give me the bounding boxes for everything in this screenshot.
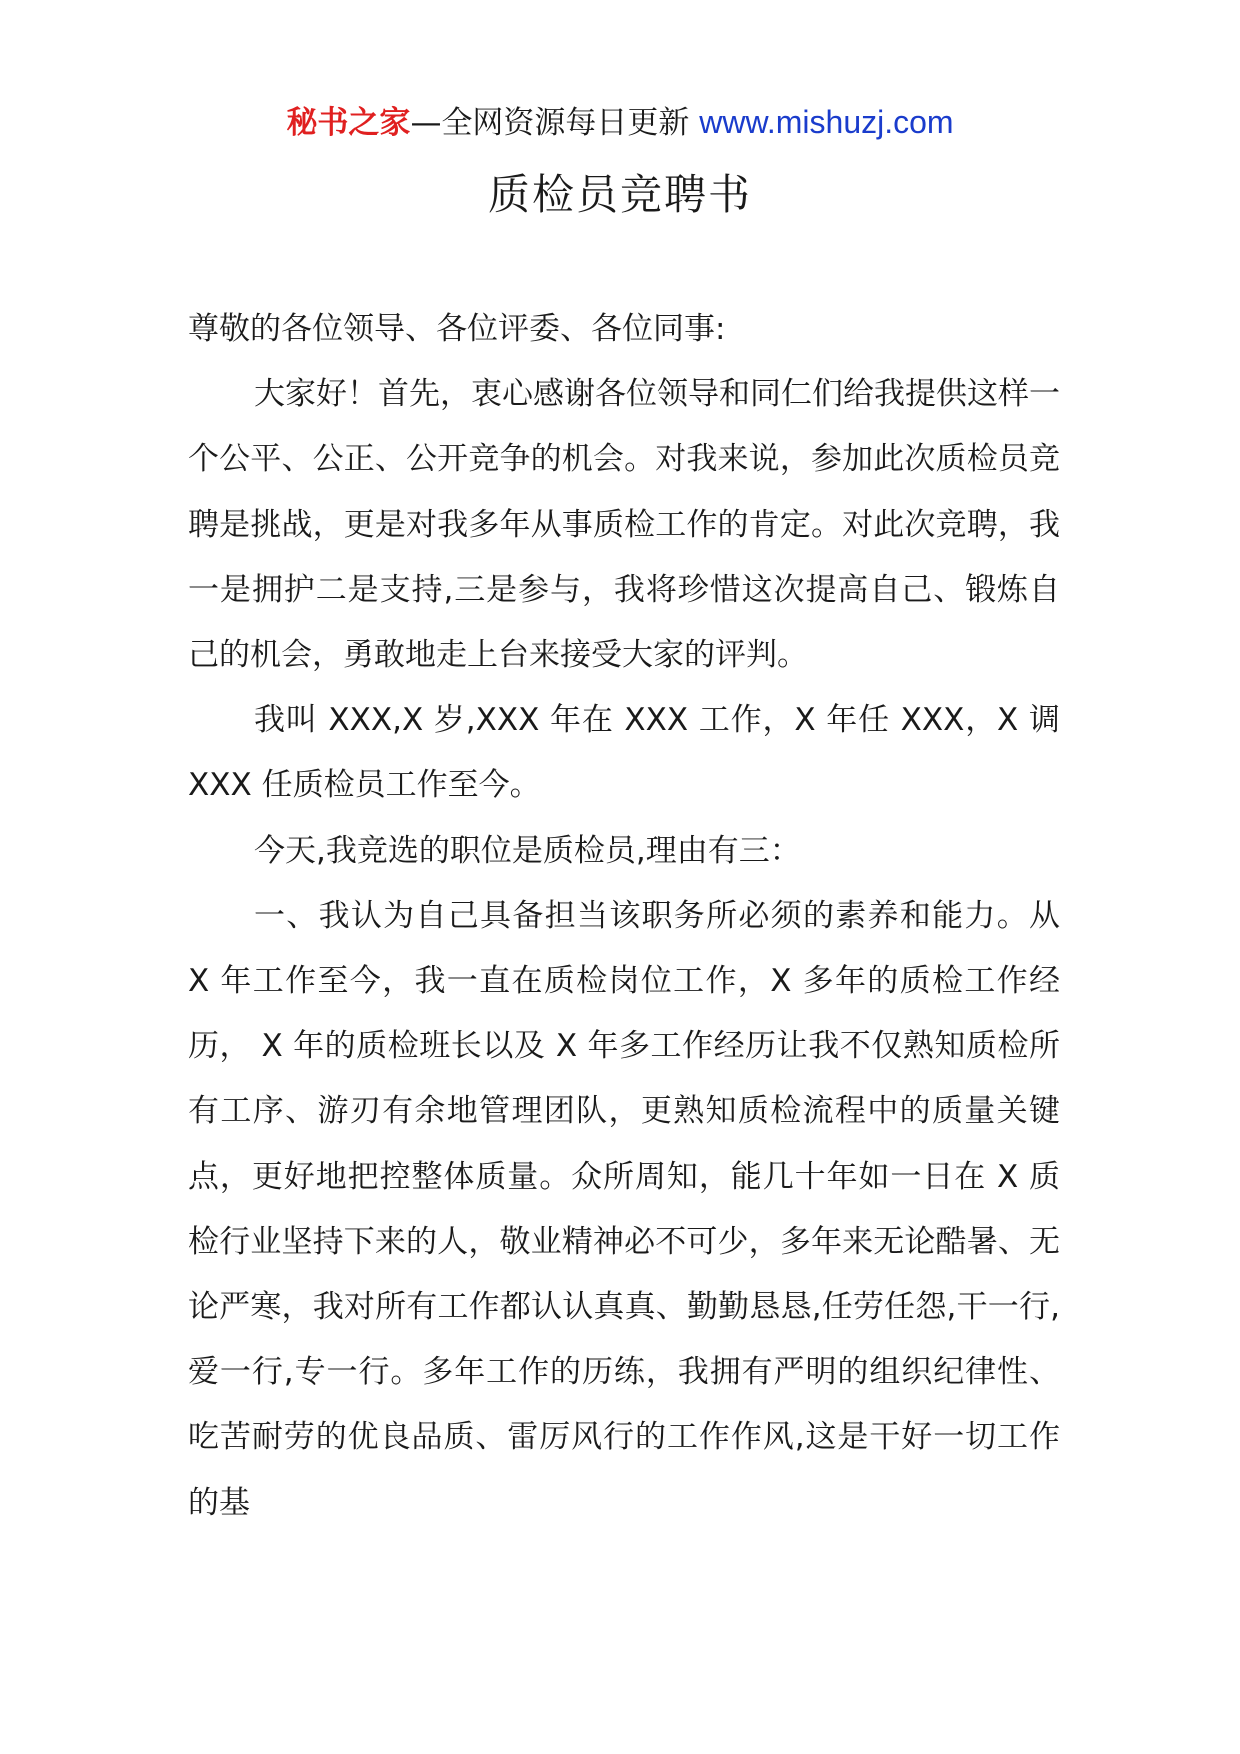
paragraph-reasons-intro: 今天,我竞选的职位是质检员,理由有三：: [254, 832, 801, 869]
header-tagline: —全网资源每日更新: [410, 105, 690, 141]
paragraph-self-intro: 我叫 XXX,X 岁,XXX 年在 XXX 工作，X 年任 XXX，X 调 XXX 任质检员工作至今。: [188, 702, 1060, 804]
site-header: [0, 98, 1240, 147]
salutation: 尊敬的各位领导、各位评委、各位同事:: [188, 311, 726, 347]
site-url-link[interactable]: www.mishuzj.com: [699, 104, 954, 140]
brand-name: 秘书之家: [286, 105, 411, 141]
document-body: [188, 297, 1060, 1536]
document-title: 质检员竞聘书: [487, 170, 752, 219]
paragraph-reason-one: 一、我认为自己具备担当该职务所必须的素养和能力。从 X 年工作至今，我一直在质检岗位工作，X 多年的质检工作经历， X 年的质检班长以及 X 年多工作经历让我不仅熟知质检所有工序、游刃有余地管理团队，更熟知质检流程中的质量关键点，更好地把控整体质量。众所周知，能几十年如一日在 X 质检行业坚持下来的人，敬业精神必不可少，多年来无论酷暑、无论严寒，我对所有工作都认认真真、勤勤恳恳,任劳任怨,干一行,爱一行,专一行。多年工作的历练，我拥有严明的组织纪律性、吃苦耐劳的优良品质、雷厉风行的工作作风,这是干好一切工作的基: [188, 897, 1060, 1521]
paragraph-greeting: 大家好！首先，衷心感谢各位领导和同仁们给我提供这样一个公平、公正、公开竞争的机会。对我来说，参加此次质检员竞聘是挑战，更是对我多年从事质检工作的肯定。对此次竞聘，我一是拥护二是支持,三是参与，我将珍惜这次提高自己、锻炼自己的机会，勇敢地走上台来接受大家的评判。: [188, 376, 1060, 674]
